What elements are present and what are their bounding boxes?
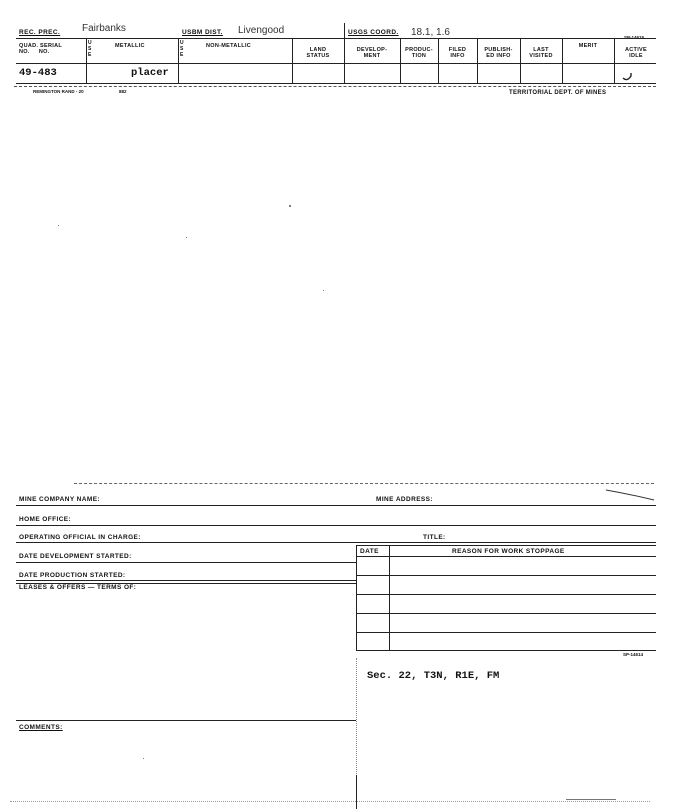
rule [356, 650, 656, 651]
rule [16, 562, 356, 563]
metallic-value: placer [131, 67, 169, 79]
last-visited-header: LAST VISITED [529, 47, 553, 59]
checkmark-icon [622, 70, 634, 82]
usgs-coord-label: USGS COORD. [348, 29, 399, 36]
date-development-started-label: DATE DEVELOPMENT STARTED: [19, 553, 132, 560]
mine-address-label: MINE ADDRESS: [376, 496, 433, 503]
rule [16, 542, 656, 543]
usbm-dist-label: USBM DIST. [182, 29, 223, 36]
rule [477, 38, 478, 83]
active-idle-header: ACTIVE IDLE [625, 47, 647, 59]
usgs-coord-value: 18.1, 1.6 [411, 27, 450, 38]
speck [566, 799, 616, 800]
rule [356, 556, 656, 557]
title-label: TITLE: [423, 534, 446, 541]
production-header: PRODUC- TION [405, 47, 433, 59]
printer-label: REMINGTON RAND - 20 [33, 89, 84, 94]
rule [389, 545, 390, 650]
rule [400, 38, 401, 83]
form-code-top: SP-14615 [624, 35, 645, 40]
use-nonmetallic-header: U S E [180, 40, 186, 58]
rec-prec-label: REC. PREC. [19, 29, 61, 36]
rule [356, 545, 656, 546]
speck [289, 205, 291, 207]
torn-edge [74, 483, 654, 484]
filed-info-header: FILED INFO [448, 47, 467, 59]
bottom-edge-noise [10, 801, 650, 802]
department-label: TERRITORIAL DEPT. OF MINES [509, 90, 607, 96]
rule [178, 38, 179, 83]
rule [356, 632, 656, 633]
speck [143, 758, 144, 759]
non-metallic-header: NON-METALLIC [206, 43, 252, 49]
speck [323, 290, 324, 291]
operating-official-label: OPERATING OFFICIAL IN CHARGE: [19, 534, 141, 541]
rule [16, 83, 656, 84]
rule [292, 38, 293, 83]
rule [86, 38, 87, 83]
speck [58, 225, 59, 226]
rule [356, 775, 357, 809]
rule [356, 658, 357, 778]
printer-code: 882 [119, 89, 127, 94]
metallic-header: METALLIC [115, 43, 145, 49]
date-production-started-label: DATE PRODUCTION STARTED: [19, 572, 126, 579]
mine-company-name-label: MINE COMPANY NAME: [19, 496, 100, 503]
use-metallic-header: U S E [88, 40, 94, 58]
rule [614, 38, 615, 83]
rule [16, 583, 356, 584]
speck [186, 237, 187, 238]
rule [16, 580, 356, 581]
leases-offers-label: LEASES & OFFERS — TERMS OF: [19, 584, 137, 591]
rec-prec-value: Fairbanks [82, 23, 126, 34]
quad-serial-header: QUAD. SERIAL NO. NO. [19, 43, 63, 55]
home-office-label: HOME OFFICE: [19, 516, 72, 523]
rule [356, 545, 357, 650]
land-status-header: LAND STATUS [306, 47, 330, 59]
rule [16, 63, 656, 64]
rule [356, 575, 656, 576]
published-info-header: PUBLISH- ED INFO [484, 47, 513, 59]
rule [16, 525, 656, 526]
perforation-line [14, 86, 656, 87]
development-header: DEVELOP- MENT [356, 47, 388, 59]
location-note: Sec. 22, T3N, R1E, FM [367, 670, 500, 682]
rule [16, 38, 656, 39]
rule [344, 23, 345, 83]
reason-column-header: REASON FOR WORK STOPPAGE [452, 548, 565, 555]
merit-header: MERIT [578, 43, 598, 49]
rule [520, 38, 521, 83]
rule [16, 720, 356, 721]
form-code-bottom: SP-14614 [623, 652, 644, 657]
rule [16, 505, 656, 506]
quad-serial-value: 49-483 [19, 67, 57, 79]
rule [356, 594, 656, 595]
usbm-dist-value: Livengood [238, 25, 285, 36]
rule [356, 613, 656, 614]
comments-label: COMMENTS: [19, 724, 63, 731]
pen-stroke [604, 488, 656, 502]
date-column-header: DATE [360, 548, 379, 555]
rule [438, 38, 439, 83]
